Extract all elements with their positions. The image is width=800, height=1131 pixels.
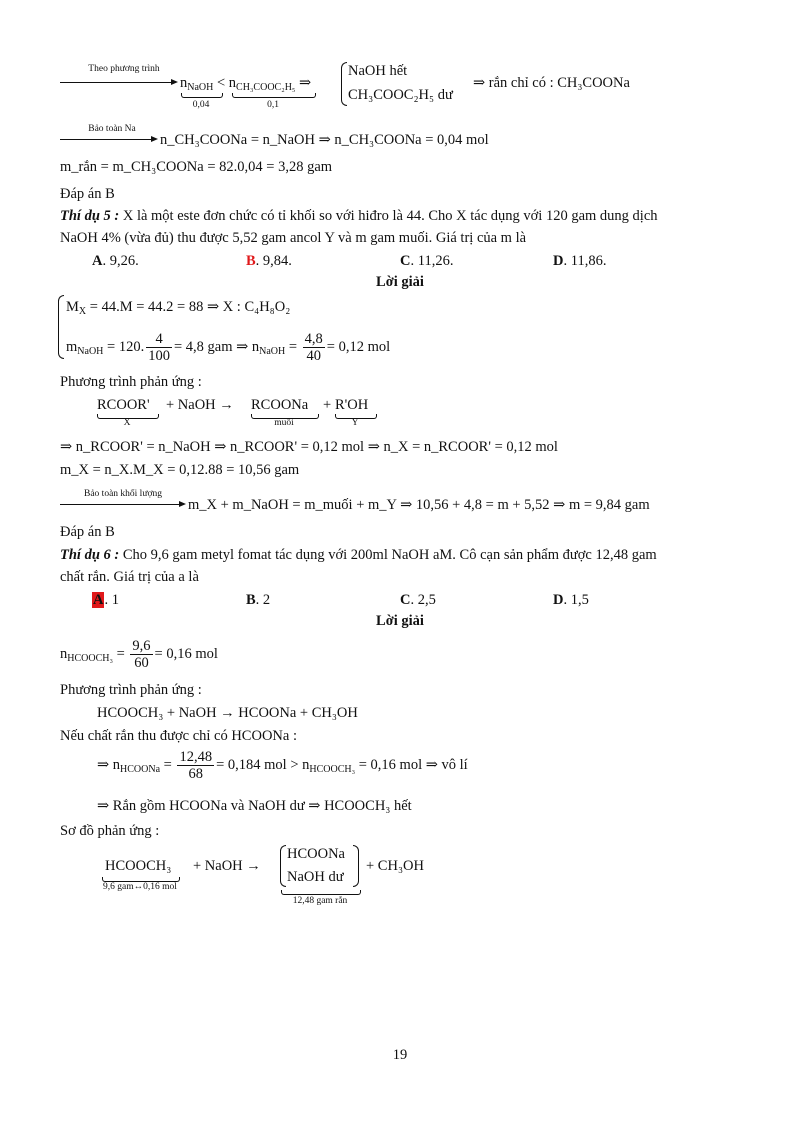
arrow-head bbox=[179, 501, 186, 507]
ineq: $n_{NaOH} < n_{CH_3COOC_2H_5}$ ⇒ bbox=[180, 75, 312, 93]
operator: + bbox=[323, 397, 332, 413]
example-title: Thí dụ 6 : bbox=[60, 547, 120, 563]
equation: $M_X = 44.M = 44.2 = 88$ ⇒ X : C₄H₈O₂ bbox=[66, 299, 291, 317]
value-label: 0,1 bbox=[267, 100, 279, 110]
text: Nếu chất rắn thu được chỉ có HCOONa : bbox=[60, 728, 297, 744]
example-6-line-2: chất rắn. Giá trị của a là bbox=[60, 569, 199, 585]
arrow-head bbox=[151, 136, 158, 142]
text: Sơ đồ phản ứng : bbox=[60, 823, 160, 839]
product: RCOONa bbox=[251, 397, 309, 413]
text: Phương trình phản ứng : bbox=[60, 682, 202, 698]
left-brace bbox=[280, 845, 286, 887]
arrow-label: Bảo toàn Na bbox=[88, 124, 136, 134]
example-text: Cho 9,6 gam metyl fomat tác dụng với 200ml NaOH aM. Cô cạn sản phẩm được 12,48 gam bbox=[122, 547, 657, 563]
answer: Đáp án B bbox=[60, 524, 115, 540]
case-2: CH₃COOC₂H₅ dư bbox=[348, 87, 453, 103]
operator: + NaOH → bbox=[193, 858, 261, 874]
arrow-label: Bảo toàn khối lượng bbox=[84, 489, 162, 499]
underbrace bbox=[281, 890, 361, 895]
arrow-head bbox=[171, 79, 178, 85]
species-label: muối bbox=[274, 418, 294, 428]
option-c: C. 2,5 bbox=[400, 592, 436, 608]
example-5-line-1 bbox=[60, 207, 658, 225]
example-title: Thí dụ 5 : bbox=[60, 208, 120, 224]
option-a: A. 9,26. bbox=[92, 253, 139, 269]
equation: $m_{NaOH} = 120$. $\frac{4}{100}$ = 4,8 gam ⇒ $n_{NaOH}$ = $\frac{4,8}{40}$ = 0,12 mol bbox=[66, 331, 391, 365]
equation: m_rắn = m_CH₃COONa = 82.0,04 = 3,28 gam bbox=[60, 159, 333, 175]
species-label: Y bbox=[351, 418, 359, 428]
arrow-line bbox=[60, 504, 180, 505]
arrow-line bbox=[60, 139, 152, 140]
option-c: C. 11,26. bbox=[400, 253, 454, 269]
arrow-label: Theo phương trình bbox=[88, 64, 160, 74]
equation: ⇒ n_RCOOR' = n_NaOH ⇒ n_RCOOR' = 0,12 mol ⇒ n_X = n_RCOOR' = 0,12 mol bbox=[60, 439, 558, 455]
option-d: D. 11,86. bbox=[553, 253, 607, 269]
option-d: D. 1,5 bbox=[553, 592, 589, 608]
reactant: HCOOCH₃ bbox=[105, 858, 172, 874]
product: HCOONa bbox=[287, 846, 345, 862]
underbrace bbox=[181, 93, 223, 98]
option-b: B. 9,84. bbox=[246, 253, 292, 269]
equation: ⇒ $n_{HCOONa}$ = $\frac{12,48}{68}$ = 0,184 mol > $n_{HCOOCH_3} = 0,16$ mol ⇒ vô lí bbox=[97, 749, 468, 783]
equation: m_X = n_X.M_X = 0,12.88 = 10,56 gam bbox=[60, 462, 300, 478]
product: R'OH bbox=[335, 397, 369, 413]
reactant: RCOOR' bbox=[97, 397, 150, 413]
example-text: X là một este đơn chức có tỉ khối so với hiđro là 44. Cho X tác dụng với 120 gam dung dịch bbox=[122, 208, 658, 224]
product: NaOH dư bbox=[287, 869, 344, 885]
species-label: X bbox=[123, 418, 131, 428]
species-label: 12,48 gam rắn bbox=[292, 896, 348, 906]
value-label: 0,04 bbox=[192, 100, 210, 110]
option-a: A. 1 bbox=[93, 592, 119, 608]
answer: Đáp án B bbox=[60, 186, 115, 202]
option-b: B. 2 bbox=[246, 592, 271, 608]
equation: ⇒ Rắn gồm HCOONa và NaOH dư ⇒ HCOOCH₃ hết bbox=[97, 798, 412, 814]
example-6-line-1 bbox=[60, 546, 657, 564]
case-1: NaOH hết bbox=[348, 63, 408, 79]
text: Phương trình phản ứng : bbox=[60, 374, 202, 390]
solution-heading: Lời giải bbox=[376, 274, 424, 290]
solution-heading: Lời giải bbox=[376, 613, 424, 629]
equation: ⇒ rắn chỉ có : CH₃COONa bbox=[473, 75, 630, 91]
left-brace bbox=[58, 295, 64, 359]
underbrace bbox=[232, 93, 316, 98]
product: + CH₃OH bbox=[366, 858, 424, 874]
right-brace bbox=[353, 845, 359, 887]
reaction: HCOOCH₃ + NaOH → HCOONa + CH₃OH bbox=[97, 705, 358, 721]
arrow-line bbox=[60, 82, 172, 83]
equation: n_CH₃COONa = n_NaOH ⇒ n_CH₃COONa = 0,04 mol bbox=[160, 132, 489, 148]
equation: $n_{HCOOCH_3}$ = $\frac{9,6}{60}$ = 0,16 mol bbox=[60, 638, 218, 672]
equation: m_X + m_NaOH = m_muối + m_Y ⇒ 10,56 + 4,8 = m + 5,52 ⇒ m = 9,84 gam bbox=[188, 497, 650, 513]
operator: + NaOH → bbox=[166, 397, 234, 413]
left-brace bbox=[341, 62, 347, 106]
example-5-line-2: NaOH 4% (vừa đủ) thu được 5,52 gam ancol Y và m gam muối. Giá trị của m là bbox=[60, 230, 527, 246]
species-label: 9,6 gam↔0,16 mol bbox=[103, 882, 177, 892]
page-number: 19 bbox=[392, 1047, 408, 1063]
